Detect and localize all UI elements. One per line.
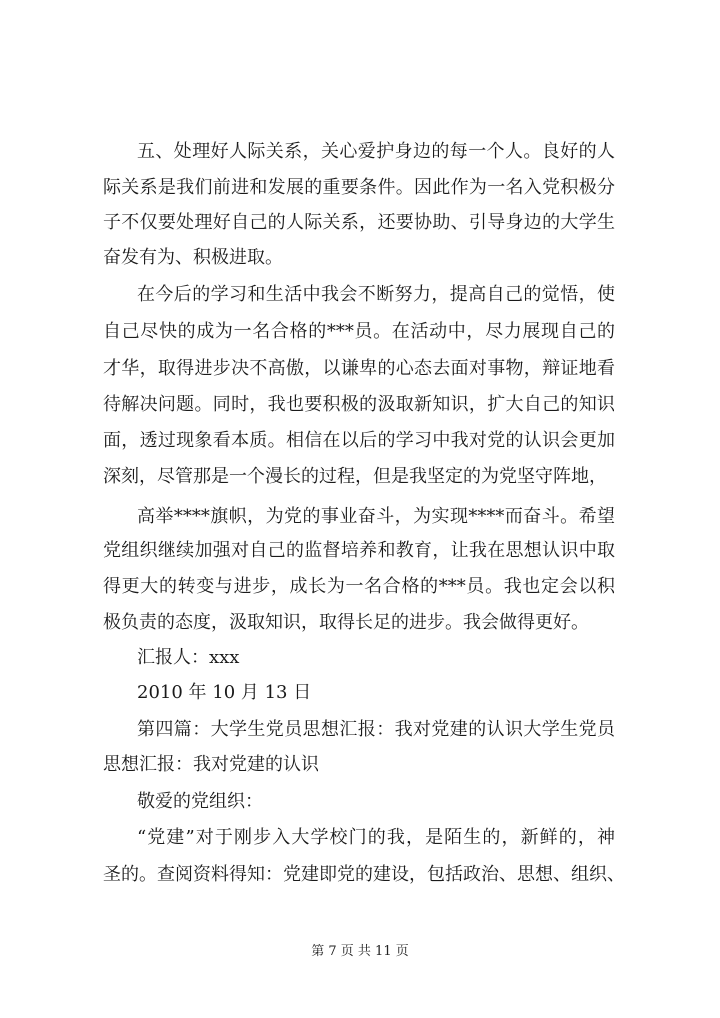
- paragraph-line: 敬爱的党组织：: [137, 791, 263, 812]
- paragraph-line: 第四篇：大学生党员思想汇报：我对党建的认识大学生党员: [137, 719, 615, 740]
- paragraph-line: 党组织继续加强对自己的监督培养和教育，让我在思想认识中取: [103, 540, 615, 561]
- paragraph-line: 得更大的转变与进步，成长为一名合格的***员。我也定会以积: [103, 576, 615, 597]
- paragraph-line: 子不仅要处理好自己的人际关系，还要协助、引导身边的大学生: [103, 212, 615, 233]
- paragraph-line: 思想汇报：我对党建的认识: [103, 754, 319, 775]
- paragraph-line: 待解决问题。同时，我也要积极的汲取新知识，扩大自己的知识: [103, 394, 615, 415]
- paragraph-line: 才华，取得进步决不高傲，以谦卑的心态去面对事物，辩证地看: [103, 358, 615, 379]
- paragraph-line: 汇报人：xxx: [137, 647, 240, 668]
- paragraph-line: 际关系是我们前进和发展的重要条件。因此作为一名入党积极分: [103, 177, 615, 198]
- page-footer: 第 7 页 共 11 页: [311, 944, 409, 959]
- paragraph-line: 奋发有为、积极进取。: [103, 247, 283, 268]
- paragraph-line: 极负责的态度，汲取知识，取得长足的进步。我会做得更好。: [103, 612, 589, 633]
- paragraph-line: 自己尽快的成为一名合格的***员。在活动中，尽力展现自己的: [103, 321, 615, 342]
- paragraph-line: 高举****旗帜，为党的事业奋斗，为实现****而奋斗。希望: [137, 506, 615, 527]
- paragraph-line: 面，透过现象看本质。相信在以后的学习中我对党的认识会更加: [103, 430, 615, 451]
- paragraph-line: 五、处理好人际关系，关心爱护身边的每一个人。良好的人: [137, 141, 615, 162]
- paragraph-line: 2010 年 10 月 13 日: [137, 682, 312, 703]
- paragraph-line: “党建”对于刚步入大学校门的我，是陌生的，新鲜的，神: [137, 827, 615, 848]
- paragraph-line: 圣的。查阅资料得知：党建即党的建设，包括政治、思想、组织、: [103, 864, 625, 885]
- paragraph-line: 深刻，尽管那是一个漫长的过程，但是我坚定的为党坚守阵地，: [103, 466, 607, 487]
- paragraph-line: 在今后的学习和生活中我会不断努力，提高自己的觉悟，使: [137, 284, 615, 305]
